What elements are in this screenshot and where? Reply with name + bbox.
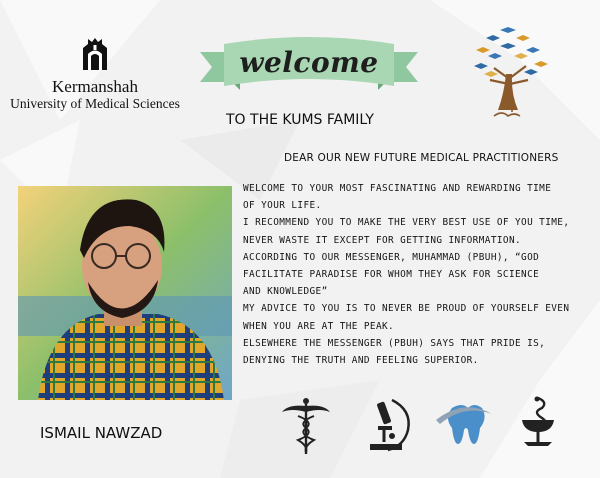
welcome-text: welcome	[239, 46, 379, 79]
welcome-banner	[200, 34, 418, 106]
message-line: FACILITATE PARADISE FOR WHOM THEY ASK FOR SCIENCE	[243, 269, 540, 281]
message-line: ACCORDING TO OUR MESSENGER, MUHAMMAD (PBUH), “GOD	[243, 251, 540, 263]
message-line: I RECOMMEND YOU TO MAKE THE VERY BEST USE OF YOU TIME,	[243, 217, 570, 229]
university-name-line2: University of Medical Sciences	[10, 96, 180, 111]
student-portrait-photo	[18, 186, 232, 400]
student-photo	[18, 186, 232, 400]
tooth-icon	[434, 400, 494, 448]
subtitle: TO THE KUMS FAMILY	[226, 112, 374, 128]
message-line: AND KNOWLEDGE”	[243, 286, 328, 298]
book-tree-icon	[464, 24, 554, 120]
student-name: ISMAIL NAWZAD	[40, 424, 163, 442]
university-logo	[10, 36, 180, 111]
bowl-of-hygieia-icon	[518, 394, 558, 450]
greeting-heading: DEAR OUR NEW FUTURE MEDICAL PRACTITIONERS	[284, 152, 559, 164]
message-line: ELSEWHERE THE MESSENGER (PBUH) SAYS THAT PRIDE IS,	[243, 337, 546, 349]
message-line: OF YOUR LIFE.	[243, 200, 322, 212]
welcome-message	[243, 180, 593, 369]
university-name-line1: Kermanshah	[52, 77, 138, 96]
message-line: WHEN YOU ARE AT THE PEAK.	[243, 320, 395, 332]
message-line: NEVER WASTE IT EXCEPT FOR GETTING INFORMATION.	[243, 234, 522, 246]
microscope-icon	[362, 396, 414, 454]
message-line: DENYING THE TRUTH AND FEELING SUPERIOR.	[243, 355, 479, 367]
message-line: WELCOME TO YOUR MOST FASCINATING AND REWARDING TIME	[243, 183, 552, 194]
kums-emblem-icon	[80, 36, 110, 72]
message-line: MY ADVICE TO YOU IS TO NEVER BE PROUD OF YOURSELF EVEN	[243, 303, 570, 315]
caduceus-icon	[280, 396, 332, 456]
